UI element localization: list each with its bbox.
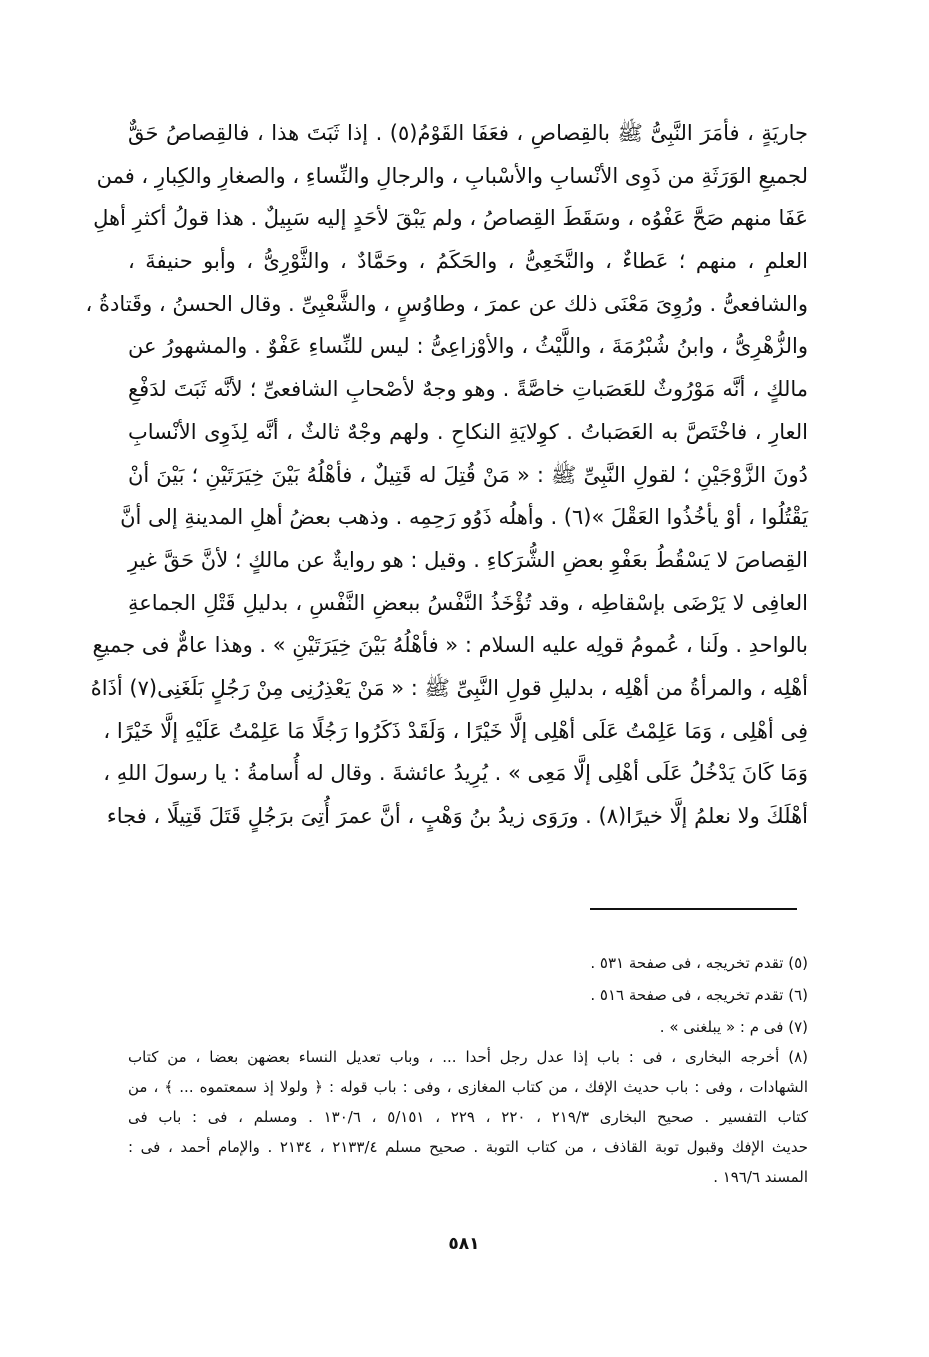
- footnote-8-line: الشهادات ، وفى : باب حديث الإفك ، من كتاب المغازى ، وفى : باب قوله : ﴿ ولولا إذ سمعتموه ... ﴾ ، من: [128, 1078, 808, 1096]
- text-line: أهْلِه ، والمرأةُ من أهْلِه ، بدليلِ قولِ النَّبِىِّ ﷺ : « مَنْ يَعْذِرُنِى مِنْ رَجُلٍ بَلَغَنِى(٧) أذَاهُ: [90, 675, 808, 700]
- main-text: [85, 112, 808, 838]
- text-line: دُونَ الزَّوْجَيْنِ ؛ لقولِ النَّبِىِّ ﷺ : « مَنْ قُتِلَ له قَتِيلٌ ، فأهْلُهُ بَيْنَ خِيَرَتَيْنِ ؛ بَيْنَ أنْ: [128, 462, 808, 487]
- text-line: بالواحدِ . ولَنا ، عُمومُ قولِه عليه السلام : « فأهْلُهُ بَيْنَ خِيَرَتَيْنِ » . وهذا عامٌّ فى جميعِ: [92, 633, 808, 658]
- footnote-7: (٧) فى م : « يبلغنى » .: [659, 1018, 808, 1036]
- footnote-8-line: المسند ١٩٦/٦ .: [713, 1168, 808, 1186]
- text-line: القِصاصَ لا يَسْقُطُ بعَفْوِ بعضِ الشُّرَكاءِ . وقيل : هو روايةٌ عن مالكٍ ؛ لأنَّ حَقَّ غيرِ: [128, 547, 808, 572]
- footnotes: [128, 948, 808, 1192]
- footnote-8-line: حديث الإفك وقبول توبة القاذف ، من كتاب التوبة . صحيح مسلم ٢١٣٣/٤ ، ٢١٣٤ . والإمام أحمد ، فى :: [128, 1138, 808, 1156]
- text-line: لجميعِ الوَرَثَةِ من ذَوِى الأنْسابِ والأسْبابِ ، والرجالِ والنِّساءِ ، والصغارِ والكِبارِ ، فمن: [96, 163, 808, 188]
- text-line: والزُّهْرِىُّ ، وابنُ شُبْرُمَةَ ، واللَّيْثُ ، والأوْزاعِىُّ : ليس للنِّساءِ عَفْوٌ . والمشهورُ عن: [128, 334, 808, 359]
- text-line: وَمَا كَانَ يَدْخُلُ عَلَى أهْلِى إلَّا مَعِى » . يُرِيدُ عائشةَ . وقال له أُسامةُ : يا رسولَ اللهِ ،: [103, 761, 808, 786]
- text-line: فِى أهْلِى ، وَمَا عَلِمْتُ عَلَى أهْلِى إلَّا خَيْرًا ، وَلَقَدْ ذَكَرُوا رَجُلًا مَا عَلِمْتُ عَلَيْهِ إلَّا خَيْرًا ،: [103, 718, 808, 743]
- text-line: عَفَا منهم صَحَّ عَفْوُه ، وسَقَطَ القِصاصُ ، ولم يَبْقَ لأحَدٍ إليه سَبِيلٌ . هذا قولُ أكثرِ أهلِ: [93, 206, 808, 231]
- text-line: العلمِ ، منهم ؛ عَطاءٌ ، والنَّخَعِىُّ ، والحَكَمُ ، وحَمَّادٌ ، والثَّوْرِىُّ ، وأبو حنيفةَ ،: [128, 249, 808, 274]
- text-line: مالكٍ ، أنَّه مَوْرُوثٌ للعَصَباتِ خاصَّةً . وهو وجهٌ لأصْحابِ الشافعىِّ ؛ لأنَّه ثَبَتَ لدَفْعِ: [128, 377, 808, 402]
- footnote-divider: [590, 908, 797, 910]
- footnote-8-line: (٨) أخرجه البخارى ، فى : باب إذا عدل رجل أحدا ... ، وباب تعديل النساء بعضهن بعضا ، من كتاب: [128, 1048, 808, 1066]
- page-number: ٥٨١: [448, 1234, 480, 1254]
- footnote-5: (٥) تقدم تخريجه ، فى صفحة ٥٣١ .: [590, 954, 808, 972]
- text-line: العافِى لا يَرْضَى بإسْقاطِه ، وقد تُؤْخَذُ النَّفْسُ ببعضِ النَّفْسِ ، بدليلِ قَتْلِ الجماعةِ: [128, 590, 808, 615]
- footnote-6: (٦) تقدم تخريجه ، فى صفحة ٥١٦ .: [590, 986, 808, 1004]
- text-line: أهْلَكَ ولا نعلمُ إلَّا خيرًا(٨) . ورَوَى زيدُ بنُ وَهْبٍ ، أنَّ عمرَ أُتِىَ برَجُلٍ قَتَلَ قَتِيلًا ، فجاء: [106, 804, 808, 828]
- text-line: جاريَةٍ ، فأمَرَ النَّبِىُّ ﷺ بالقِصاصِ ، فعَفَا القَوْمُ(٥) . إذا ثَبَتَ هذا ، فالقِصاصُ حَقٌّ: [128, 121, 808, 145]
- text-line: العارِ ، فاخْتَصَّ به العَصَباتُ . كوِلايَةِ النكاحِ . ولهم وجْهٌ ثالثٌ ، أنَّه لِذَوِى الأنْسابِ: [128, 419, 808, 444]
- text-line: يَقْتُلُوا ، أوْ يأخُذُوا العَقْلَ »(٦) . وأهلُه ذَوُو رَحِمِه . وذهب بعضُ أهلِ المدينةِ إلى أنَّ: [120, 505, 808, 530]
- footnote-8-line: كتاب التفسير . صحيح البخارى ٢١٩/٣ ، ٢٢٠ ، ٢٢٩ ، ٥/١٥١ ، ١٣٠/٦ . ومسلم ، فى : باب فى: [128, 1108, 808, 1126]
- text-line: والشافعىُّ . ورُوِىَ مَعْنَى ذلك عن عمرَ ، وطاوُسٍ ، والشَّعْبِىِّ . وقال الحسنُ ، وقَتادةُ ،: [85, 291, 808, 316]
